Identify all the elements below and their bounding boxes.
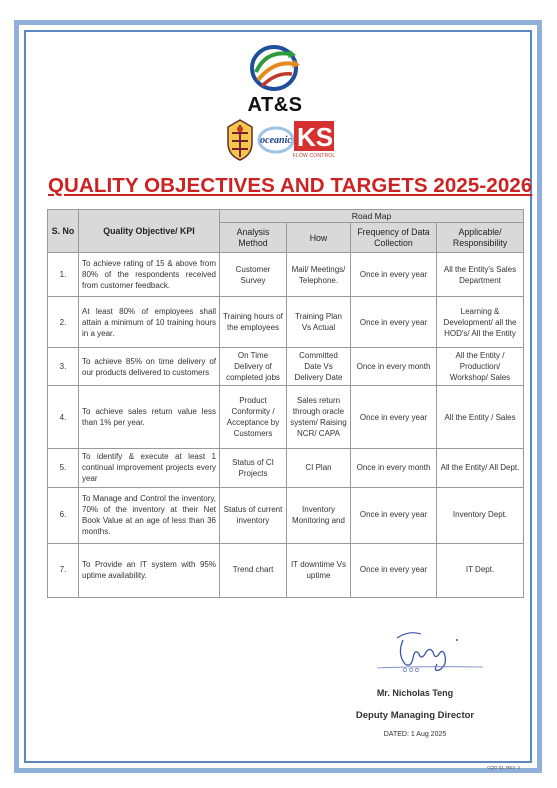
header-how: How (287, 223, 351, 253)
row-kpi: To achieve 85% on time delivery of our products delivered to customers (79, 348, 220, 386)
row-sno: 5. (48, 449, 79, 487)
row-analysis: Trend chart (220, 543, 287, 597)
row-analysis: Status of CI Projects (220, 449, 287, 487)
signature-image (375, 620, 485, 672)
row-frequency: Once in every month (351, 449, 437, 487)
row-sno: 6. (48, 487, 79, 543)
row-analysis: Customer Survey (220, 253, 287, 297)
table-row (48, 487, 524, 543)
row-how: Inventory Monitoring and (287, 487, 351, 543)
row-frequency: Once in every month (351, 348, 437, 386)
row-how: CI Plan (287, 449, 351, 487)
oceanic-logo (257, 125, 295, 155)
row-kpi: At least 80% of employees shall attain a minimum of 10 training hours in a year. (79, 297, 220, 348)
objectives-table (47, 209, 524, 598)
document-reference: CQO 01, REV. 2 (487, 765, 520, 770)
svg-text:KS: KS (297, 122, 334, 151)
row-how: Committed Date Vs Delivery Date (287, 348, 351, 386)
header-frequency: Frequency of Data Collection (351, 223, 437, 253)
table-row (48, 253, 524, 297)
ks-logo-icon (294, 121, 334, 151)
row-analysis: Training hours of the employees (220, 297, 287, 348)
row-applicable: All the Entity / Production/ Workshop/ Sales (437, 348, 524, 386)
header-sno: S. No (48, 210, 79, 253)
oceanic-logo-text: oceanic (260, 135, 292, 146)
row-frequency: Once in every year (351, 487, 437, 543)
row-kpi: To identify & execute at least 1 continual improvement projects every year (79, 449, 220, 487)
row-applicable: Learning & Development/ all the HOD's/ All the Entity (437, 297, 524, 348)
row-kpi: To achieve rating of 15 & above from 80% of the respondents received from customer feedback. (79, 253, 220, 297)
row-sno: 1. (48, 253, 79, 297)
signatory-role: Deputy Managing Director (355, 710, 475, 721)
row-sno: 3. (48, 348, 79, 386)
row-frequency: Once in every year (351, 253, 437, 297)
row-frequency: Once in every year (351, 386, 437, 449)
table-row (48, 348, 524, 386)
header-kpi: Quality Objective/ KPI (79, 210, 220, 253)
row-how: Training Plan Vs Actual (287, 297, 351, 348)
header-road-map: Road Map (220, 210, 524, 223)
shield-logo-icon (226, 119, 254, 161)
row-how: IT downtime Vs uptime (287, 543, 351, 597)
row-frequency: Once in every year (351, 297, 437, 348)
table-row (48, 386, 524, 449)
row-analysis: On Time Delivery of completed jobs (220, 348, 287, 386)
flow-control-label: FLOW CONTROL (292, 153, 336, 159)
table-row (48, 297, 524, 348)
row-sno: 7. (48, 543, 79, 597)
table-row (48, 543, 524, 597)
row-sno: 2. (48, 297, 79, 348)
signature-date: DATED: 1 Aug 2025 (383, 731, 447, 738)
row-applicable: Inventory Dept. (437, 487, 524, 543)
row-applicable: All the Entity/ All Dept. (437, 449, 524, 487)
row-kpi: To Manage and Control the inventory, 70% of the inventory at their Net Book Value at an age of less than 36 months. (79, 487, 220, 543)
row-how: Mail/ Meetings/ Telephone. (287, 253, 351, 297)
row-analysis: Product Conformity / Acceptance by Customers (220, 386, 287, 449)
row-sno: 4. (48, 386, 79, 449)
row-analysis: Status of current inventory (220, 487, 287, 543)
page-title: QUALITY OBJECTIVES AND TARGETS 2025-2026 (48, 174, 533, 197)
partner-logos (226, 119, 336, 165)
table-row (48, 449, 524, 487)
header-applicable: Applicable/ Responsibility (437, 223, 524, 253)
company-name: AT&S (247, 94, 303, 116)
row-kpi: To achieve sales return value less than 1% per year. (79, 386, 220, 449)
row-applicable: All the Entity's Sales Department (437, 253, 524, 297)
ats-logo-icon (244, 42, 304, 94)
row-how: Sales return through oracle system/ Raising NCR/ CAPA (287, 386, 351, 449)
row-applicable: All the Entity / Sales (437, 386, 524, 449)
row-applicable: IT Dept. (437, 543, 524, 597)
header-analysis-method: Analysis Method (220, 223, 287, 253)
row-kpi: To Provide an IT system with 95% uptime availability. (79, 543, 220, 597)
row-frequency: Once in every year (351, 543, 437, 597)
signatory-name: Mr. Nicholas Teng (376, 688, 454, 698)
